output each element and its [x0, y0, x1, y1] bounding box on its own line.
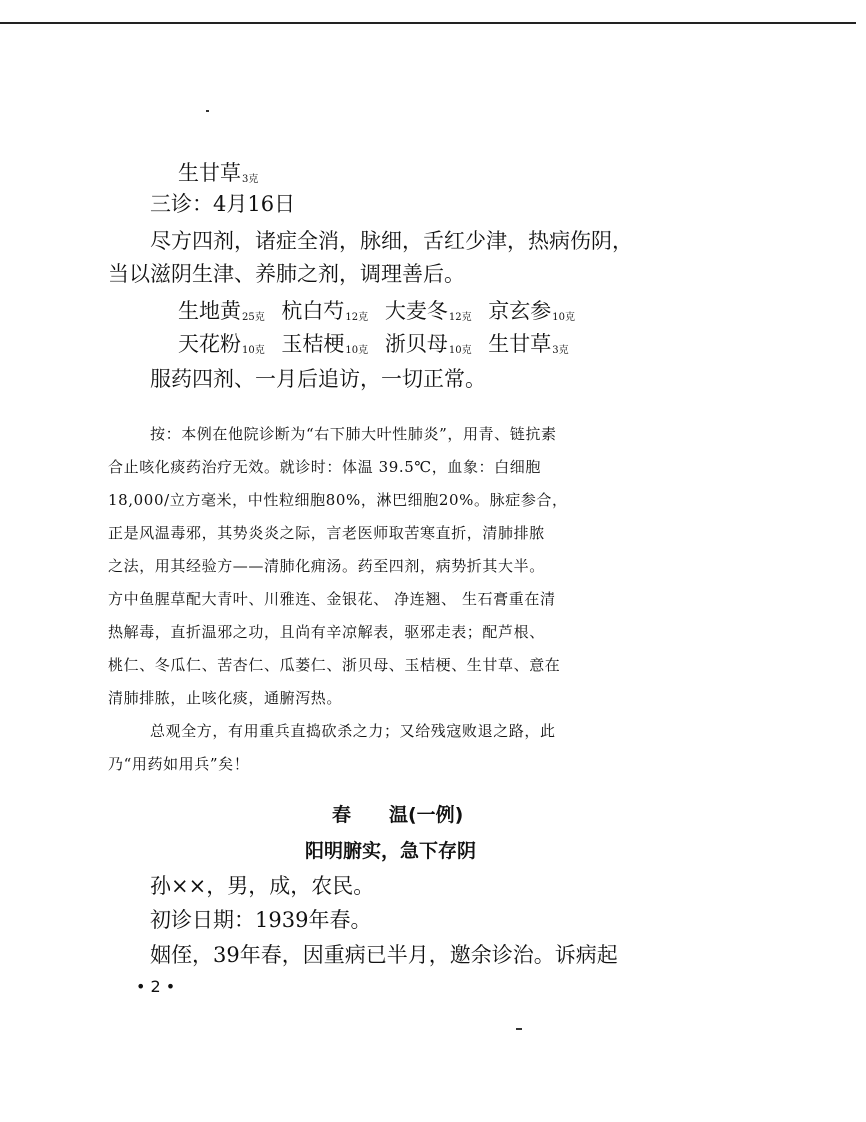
commentary-line: 正是风温毒邪，其势炎炎之际，言老医师取苦寒直折，清肺排脓 [108, 524, 545, 542]
commentary-line: 桃仁、冬瓜仁、苦杏仁、瓜蒌仁、浙贝母、玉桔梗、生甘草、意在 [108, 656, 561, 674]
commentary-line: 18,000/立方毫米，中性粒细胞80%，淋巴细胞20%。脉症参合， [108, 491, 568, 509]
commentary-line: 方中鱼腥草配大青叶、川雅连、金银花、 净连翘、 生石膏重在清 [108, 590, 556, 608]
prescription-line: 生地黄25克 杭白芍12克 大麦冬12克 京玄参10克 [178, 299, 575, 323]
prescription-line: 天花粉10克 玉桔梗10克 浙贝母10克 生甘草3克 [178, 332, 569, 356]
top-rule [0, 22, 856, 24]
scan-speck [516, 1028, 522, 1030]
case-history: 姻侄，39年春，因重病已半月，邀余诊治。诉病起 [150, 943, 618, 967]
commentary-line: 清肺排脓，止咳化痰，通腑泻热。 [108, 689, 343, 707]
page-number: • 2 • [136, 977, 176, 996]
commentary-line: 合止咳化痰药治疗无效。就诊时：体温 39.5℃，血象：白细胞 [108, 458, 541, 476]
section-title: 春 温(一例) [332, 804, 464, 826]
section-subtitle: 阳明腑实，急下存阴 [305, 840, 477, 862]
commentary-line: 热解毒，直折温邪之功，且尚有辛凉解表，驱邪走表；配芦根、 [108, 623, 545, 641]
third-visit-text: 当以滋阴生津、养肺之剂，调理善后。 [108, 262, 465, 286]
commentary-line: 按：本例在他院诊断为“右下肺大叶性肺炎”，用青、链抗素 [150, 425, 557, 443]
case-patient: 孙××，男，成，农民。 [150, 874, 375, 898]
prescription-line: 生甘草3克 [178, 161, 259, 185]
summary-line: 乃“用药如用兵”矣！ [108, 755, 250, 773]
case-first-visit: 初诊日期：1939年春。 [150, 908, 372, 932]
third-visit-date: 三诊：4月16日 [150, 192, 296, 216]
scan-speck [206, 110, 209, 112]
summary-line: 总观全方，有用重兵直捣砍杀之力；又给残寇败退之路，此 [150, 722, 556, 740]
outcome-text: 服药四剂、一月后追访，一切正常。 [150, 367, 486, 391]
third-visit-text: 尽方四剂，诸症全消，脉细，舌红少津，热病伤阴， [150, 229, 633, 253]
commentary-line: 之法，用其经验方——清肺化痈汤。药至四剂，病势折其大半。 [108, 557, 545, 575]
